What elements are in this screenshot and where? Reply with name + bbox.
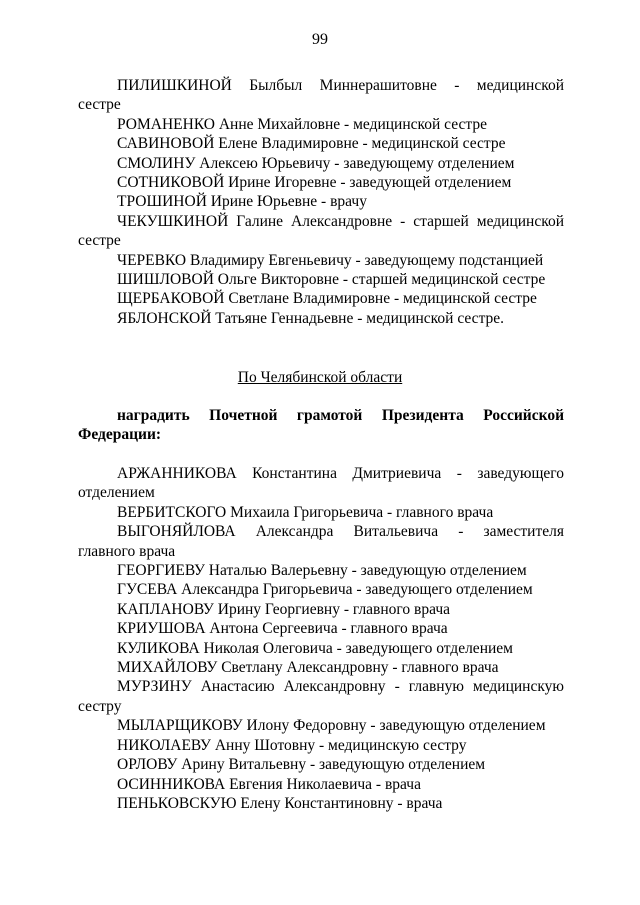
recipient-entry (78, 677, 564, 716)
recipient-entry: КУЛИКОВА Николая Олеговича - заведующего отделением (117, 639, 513, 657)
recipient-entry-line2: сестре (78, 96, 121, 114)
recipient-entry-line1: МУРЗИНУ Анастасию Александровну - главную медицинскую (117, 678, 564, 696)
recipient-entry: САВИНОВОЙ Елене Владимировне - медицинской сестре (117, 135, 506, 153)
award-statement (78, 406, 564, 445)
recipient-entry (78, 76, 564, 115)
recipient-entry-line1: ВЫГОНЯЙЛОВА Александра Витальевича - заместителя (117, 523, 564, 541)
recipient-entry-line2: сестру (78, 697, 122, 715)
recipients-list-chelyabinsk (78, 464, 564, 813)
recipient-entry: ЩЕРБАКОВОЙ Светлане Владимировне - медицинской сестре (117, 290, 537, 308)
recipient-entry: ГЕОРГИЕВУ Наталью Валерьевну - заведующую отделением (117, 562, 527, 580)
recipient-entry-line1: ПИЛИШКИНОЙ Былбыл Миннерашитовне - медицинской (117, 77, 564, 94)
recipient-entry (78, 464, 564, 503)
recipient-entry-line1: ЧЕКУШКИНОЙ Галине Александровне - старшей медицинской (117, 212, 564, 230)
recipient-entry: ШИШЛОВОЙ Ольге Викторовне - старшей медицинской сестре (117, 271, 546, 289)
recipient-entry: КРИУШОВА Антона Сергеевича - главного врача (117, 620, 448, 638)
recipient-entry: НИКОЛАЕВУ Анну Шотовну - медицинскую сестру (117, 736, 467, 754)
recipient-entry: КАПЛАНОВУ Ирину Георгиевну - главного врача (117, 600, 451, 618)
recipient-entry: ВЕРБИТСКОГО Михаила Григорьевича - главного врача (117, 503, 494, 521)
recipient-entry: ЧЕРЕВКО Владимиру Евгеньевичу - заведующему подстанцией (117, 251, 544, 269)
recipient-entry (78, 212, 564, 251)
recipient-entry: СМОЛИНУ Алексею Юрьевичу - заведующему отделением (117, 154, 515, 172)
recipient-entry: СОТНИКОВОЙ Ирине Игоревне - заведующей отделением (117, 174, 512, 192)
recipient-entry-line2: главного врача (78, 542, 176, 560)
award-statement-line1: наградить Почетной грамотой Президента Российской (117, 407, 564, 424)
recipient-entry: ТРОШИНОЙ Ирине Юрьевне - врачу (117, 193, 367, 211)
recipient-entry: ЯБЛОНСКОЙ Татьяне Геннадьевне - медицинской сестре. (117, 309, 505, 327)
page-number: 99 (312, 31, 328, 48)
award-statement-line2: Федерации: (78, 426, 162, 444)
recipient-entry-line2: сестре (78, 232, 121, 250)
recipient-entry: ГУСЕВА Александра Григорьевича - заведующего отделением (117, 581, 533, 599)
recipient-entry: МИХАЙЛОВУ Светлану Александровну - главного врача (117, 659, 499, 677)
recipients-list-previous-region (78, 76, 564, 328)
region-heading: По Челябинской области (237, 369, 403, 386)
recipient-entry: ПЕНЬКОВСКУЮ Елену Константиновну - врача (117, 794, 443, 812)
recipient-entry: МЫЛАРЩИКОВУ Илону Федоровну - заведующую отделением (117, 717, 546, 735)
recipient-entry: ОРЛОВУ Арину Витальевну - заведующую отделением (117, 756, 486, 774)
recipient-entry: ОСИННИКОВА Евгения Николаевича - врача (117, 775, 421, 793)
recipient-entry-line2: отделением (78, 484, 155, 502)
recipient-entry (78, 522, 564, 561)
recipient-entry: РОМАНЕНКО Анне Михайловне - медицинской сестре (117, 115, 487, 133)
recipient-entry-line1: АРЖАННИКОВА Константина Дмитриевича - заведующего (117, 465, 564, 482)
